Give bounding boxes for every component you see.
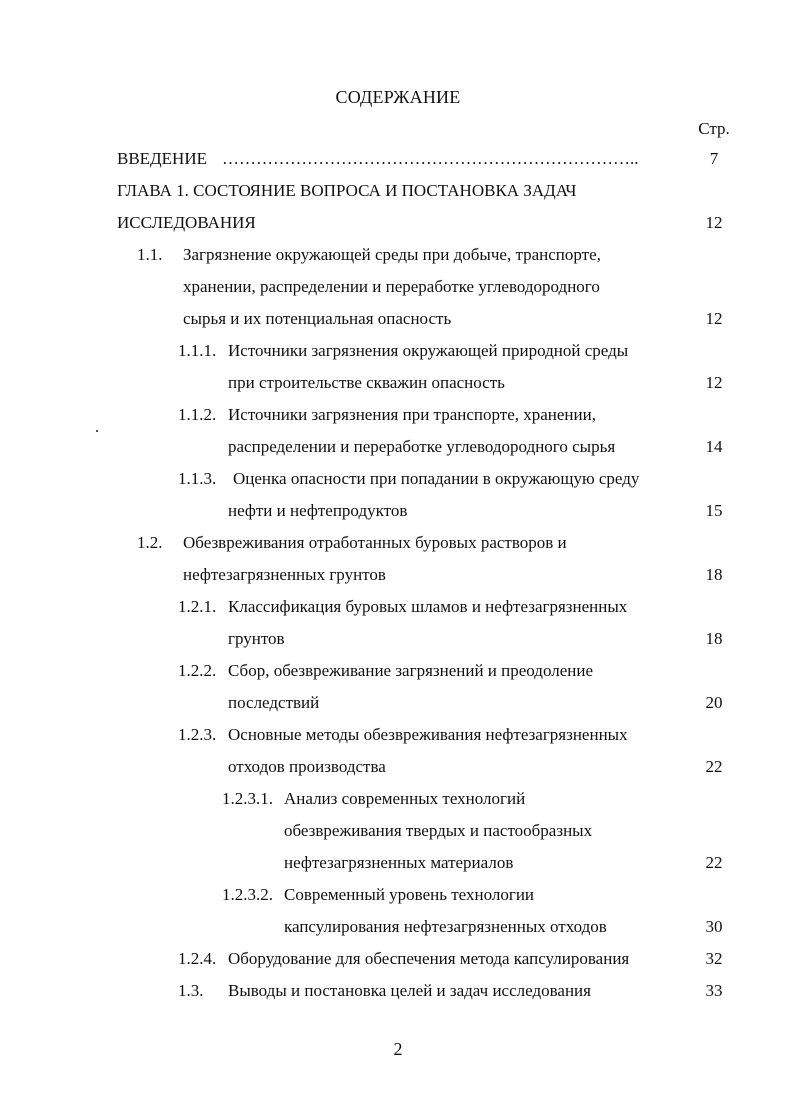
toc-entry-number: 1.1. (137, 245, 163, 264)
page-number: 2 (393, 1039, 403, 1059)
toc-entry-text: ГЛАВА 1. СОСТОЯНИЕ ВОПРОСА И ПОСТАНОВКА ЗАДАЧ (117, 181, 577, 200)
toc-entry-text: при строительстве скважин опасность (228, 373, 505, 392)
toc-entry-text: Классификация буровых шламов и нефтезагрязненных (228, 597, 628, 616)
toc-entry-text: Оценка опасности при попадании в окружающую среду (233, 469, 640, 488)
toc-entry-number: 1.2.1. (178, 597, 217, 616)
toc-entry-number: 1.2.3.2. (222, 885, 273, 904)
toc-entry-number: 1.1.3. (178, 469, 217, 488)
toc-entry-text: Современный уровень технологии (284, 885, 535, 904)
toc-entry-page: 12 (705, 213, 723, 232)
toc-entry-number: 1.3. (178, 981, 204, 1000)
toc-entry-page: 18 (705, 629, 723, 648)
toc-entry-number: 1.1.1. (178, 341, 217, 360)
dot-leader: ……………………………………………………………….. (222, 150, 639, 167)
toc-entry-text: ВВЕДЕНИЕ (117, 149, 207, 168)
toc-entry-text: Сбор, обезвреживание загрязнений и преодоление (228, 661, 593, 680)
toc-entry-text: нефтезагрязненных грунтов (183, 565, 386, 584)
toc-entry-text: отходов производства (228, 757, 386, 776)
page-title: СОДЕРЖАНИЕ (335, 87, 461, 107)
toc-entry-text: нефтезагрязненных материалов (284, 853, 514, 872)
toc-entry-text: грунтов (228, 629, 285, 648)
toc-entry-text: ИССЛЕДОВАНИЯ (117, 213, 256, 232)
toc-entry-page: 20 (705, 693, 723, 712)
toc-entry-text: капсулирования нефтезагрязненных отходов (284, 917, 607, 936)
toc-entry-number: 1.2.3.1. (222, 789, 273, 808)
toc-entry-page: 12 (705, 309, 723, 328)
toc-entry-text: Источники загрязнения окружающей природной среды (228, 341, 629, 360)
toc-entry-text: Основные методы обезвреживания нефтезагрязненных (228, 725, 628, 744)
toc-entry-page: 32 (705, 949, 723, 968)
toc-entry-number: 1.2. (137, 533, 163, 552)
toc-entry-text: Загрязнение окружающей среды при добыче, транспорте, (183, 245, 601, 264)
toc-entry-text: распределении и переработке углеводородного сырья (228, 437, 616, 456)
toc-entry-text: последствий (228, 693, 320, 712)
toc-entry-text: Обезвреживания отработанных буровых растворов и (183, 533, 567, 552)
toc-entry-text: сырья и их потенциальная опасность (183, 309, 452, 328)
toc-entry-page: 22 (705, 757, 723, 776)
toc-entry-page: 30 (705, 917, 723, 936)
toc-entry-number: 1.2.3. (178, 725, 217, 744)
toc-entry-page: 22 (705, 853, 723, 872)
toc-entry-page: 15 (705, 501, 723, 520)
toc-entry-page: 12 (705, 373, 723, 392)
toc-entry-page: 14 (705, 437, 723, 456)
toc-entry-text: Источники загрязнения при транспорте, хранении, (228, 405, 596, 424)
page-column-header: Стр. (698, 119, 730, 138)
toc-entry-text: обезвреживания твердых и пастообразных (284, 821, 593, 840)
toc-entry-number: 1.2.4. (178, 949, 217, 968)
toc-entry-page: 33 (705, 981, 723, 1000)
toc-entry-text: Выводы и постановка целей и задач исследования (228, 981, 591, 1000)
scan-speck (96, 430, 98, 432)
toc-entry-text: нефти и нефтепродуктов (228, 501, 408, 520)
toc-entry-text: хранении, распределении и переработке углеводородного (183, 277, 600, 296)
toc-entry-number: 1.2.2. (178, 661, 217, 680)
toc-entry-text: Анализ современных технологий (284, 789, 526, 808)
toc-entry-page: 18 (705, 565, 723, 584)
toc-entry-page: 7 (709, 149, 719, 168)
toc-entry-number: 1.1.2. (178, 405, 217, 424)
toc-entry-text: Оборудование для обеспечения метода капсулирования (228, 949, 630, 968)
